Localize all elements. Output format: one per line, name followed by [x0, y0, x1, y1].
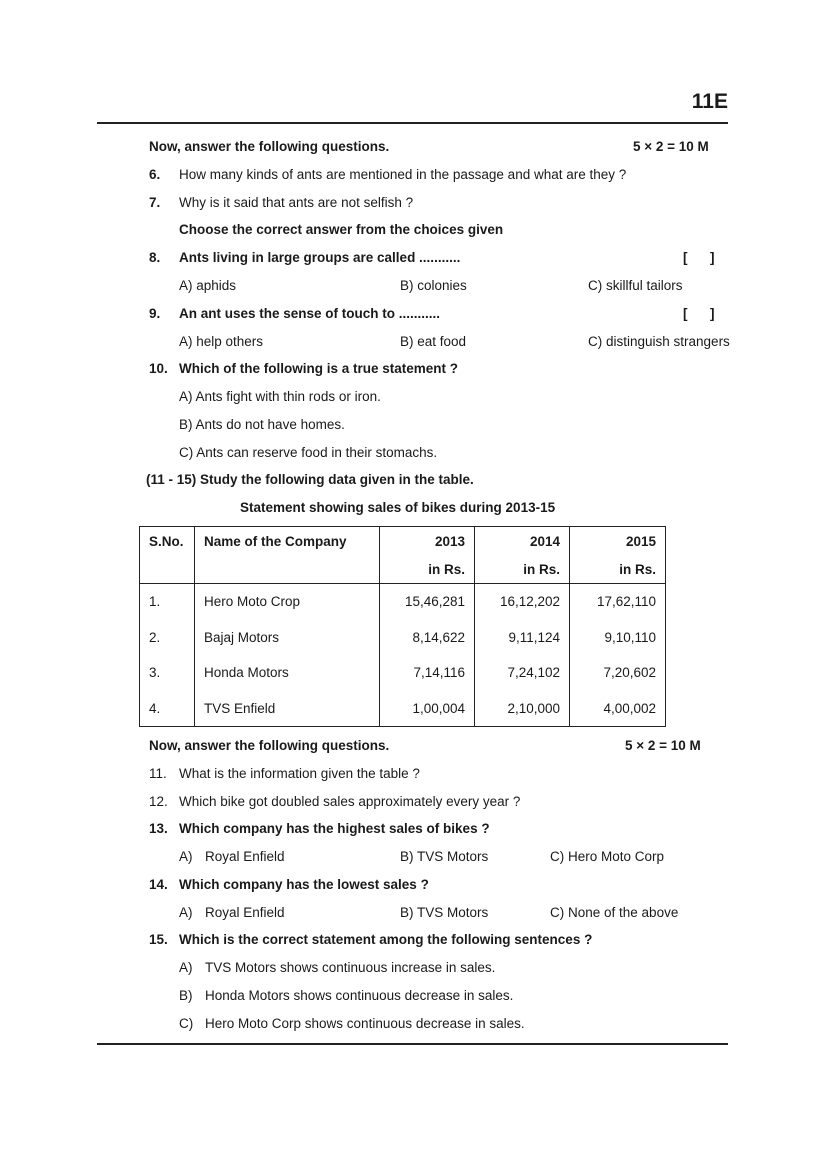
table-row	[140, 584, 666, 620]
q9-option-b: B) eat food	[400, 334, 467, 349]
cell-2014: 7,24,102	[475, 655, 570, 691]
q12-number: 12.	[149, 794, 168, 809]
choose-heading: Choose the correct answer from the choices given	[179, 222, 504, 237]
q14-option-a: Royal Enfield	[205, 905, 285, 920]
cell-sno: 3.	[140, 655, 195, 691]
q8-text: Ants living in large groups are called ...........	[179, 250, 461, 265]
col-header-company: Name of the Company	[195, 527, 380, 556]
q15-option-a: TVS Motors shows continuous increase in sales.	[205, 960, 496, 975]
col-subheader-2014: in Rs.	[475, 555, 570, 584]
q9-text: An ant uses the sense of touch to ...........	[179, 306, 441, 321]
q13-option-c: C) Hero Moto Corp	[550, 849, 665, 864]
bottom-divider	[97, 1043, 728, 1045]
q13-option-b: B) TVS Motors	[400, 849, 489, 864]
q7-number: 7.	[149, 195, 161, 210]
q6-text: How many kinds of ants are mentioned in the passage and what are they ?	[179, 167, 627, 182]
col-subheader-2013: in Rs.	[380, 555, 475, 584]
q9-option-a: A) help others	[179, 334, 264, 349]
q15-text: Which is the correct statement among the following sentences ?	[179, 932, 593, 947]
q14-text: Which company has the lowest sales ?	[179, 877, 429, 892]
q11-text: What is the information given the table ?	[179, 766, 420, 781]
q10-option-b: B) Ants do not have homes.	[179, 417, 345, 432]
section2-heading: Now, answer the following questions.	[149, 738, 390, 753]
col-header-2014: 2014	[475, 527, 570, 556]
page-code: 11E	[691, 90, 728, 113]
cell-sno: 4.	[140, 691, 195, 727]
table-subheader-row	[140, 555, 666, 584]
q12-text: Which bike got doubled sales approximately every year ?	[179, 794, 521, 809]
q10-option-a: A) Ants fight with thin rods or iron.	[179, 389, 381, 404]
q14-option-a-label: A)	[179, 905, 193, 920]
q9-option-c: C) distinguish strangers	[588, 334, 730, 349]
sales-table	[139, 526, 666, 727]
q8-option-b: B) colonies	[400, 278, 467, 293]
q15-option-c-label: C)	[179, 1016, 194, 1031]
table-title: Statement showing sales of bikes during 2013-15	[240, 500, 556, 515]
cell-2013: 1,00,004	[380, 691, 475, 727]
q10-number: 10.	[149, 361, 168, 376]
cell-company: TVS Enfield	[195, 691, 380, 727]
col-header-2015: 2015	[570, 527, 666, 556]
col-header-sno: S.No.	[140, 527, 195, 556]
cell-2015: 4,00,002	[570, 691, 666, 727]
col-subheader-company	[195, 555, 380, 584]
q10-text: Which of the following is a true statement ?	[179, 361, 459, 376]
cell-company: Bajaj Motors	[195, 620, 380, 656]
q15-number: 15.	[149, 932, 168, 947]
cell-sno: 1.	[140, 584, 195, 620]
cell-company: Hero Moto Crop	[195, 584, 380, 620]
q15-option-c: Hero Moto Corp shows continuous decrease in sales.	[205, 1016, 525, 1031]
cell-sno: 2.	[140, 620, 195, 656]
cell-2014: 16,12,202	[475, 584, 570, 620]
cell-2015: 9,10,110	[570, 620, 666, 656]
section1-marks: 5 × 2 = 10 M	[633, 139, 709, 154]
cell-2015: 17,62,110	[570, 584, 666, 620]
q13-number: 13.	[149, 821, 168, 836]
cell-2013: 8,14,622	[380, 620, 475, 656]
q9-answer-bracket: [ ]	[683, 306, 715, 321]
cell-company: Honda Motors	[195, 655, 380, 691]
cell-2014: 2,10,000	[475, 691, 570, 727]
table-row	[140, 620, 666, 656]
q8-option-a: A) aphids	[179, 278, 237, 293]
q13-text: Which company has the highest sales of bikes ?	[179, 821, 490, 836]
q15-option-b: Honda Motors shows continuous decrease in sales.	[205, 988, 514, 1003]
cell-2014: 9,11,124	[475, 620, 570, 656]
top-divider	[97, 122, 728, 124]
col-subheader-2015: in Rs.	[570, 555, 666, 584]
col-header-2013: 2013	[380, 527, 475, 556]
study-heading: (11 - 15) Study the following data given in the table.	[146, 472, 474, 487]
q14-option-c: C) None of the above	[550, 905, 679, 920]
section1-heading: Now, answer the following questions.	[149, 139, 390, 154]
q14-number: 14.	[149, 877, 168, 892]
cell-2013: 7,14,116	[380, 655, 475, 691]
q15-option-a-label: A)	[179, 960, 193, 975]
q14-option-b: B) TVS Motors	[400, 905, 489, 920]
q8-option-c: C) skillful tailors	[588, 278, 683, 293]
q13-option-a: Royal Enfield	[205, 849, 285, 864]
q10-option-c: C) Ants can reserve food in their stomachs.	[179, 445, 438, 460]
q11-number: 11.	[149, 766, 167, 781]
q8-number: 8.	[149, 250, 161, 265]
section2-marks: 5 × 2 = 10 M	[625, 738, 701, 753]
table-header-row	[140, 527, 666, 556]
q8-answer-bracket: [ ]	[683, 250, 715, 265]
q6-number: 6.	[149, 167, 161, 182]
table-row	[140, 655, 666, 691]
q9-number: 9.	[149, 306, 161, 321]
table-row	[140, 691, 666, 727]
q13-option-a-label: A)	[179, 849, 193, 864]
cell-2013: 15,46,281	[380, 584, 475, 620]
q15-option-b-label: B)	[179, 988, 193, 1003]
cell-2015: 7,20,602	[570, 655, 666, 691]
q7-text: Why is it said that ants are not selfish ?	[179, 195, 414, 210]
col-subheader-sno	[140, 555, 195, 584]
